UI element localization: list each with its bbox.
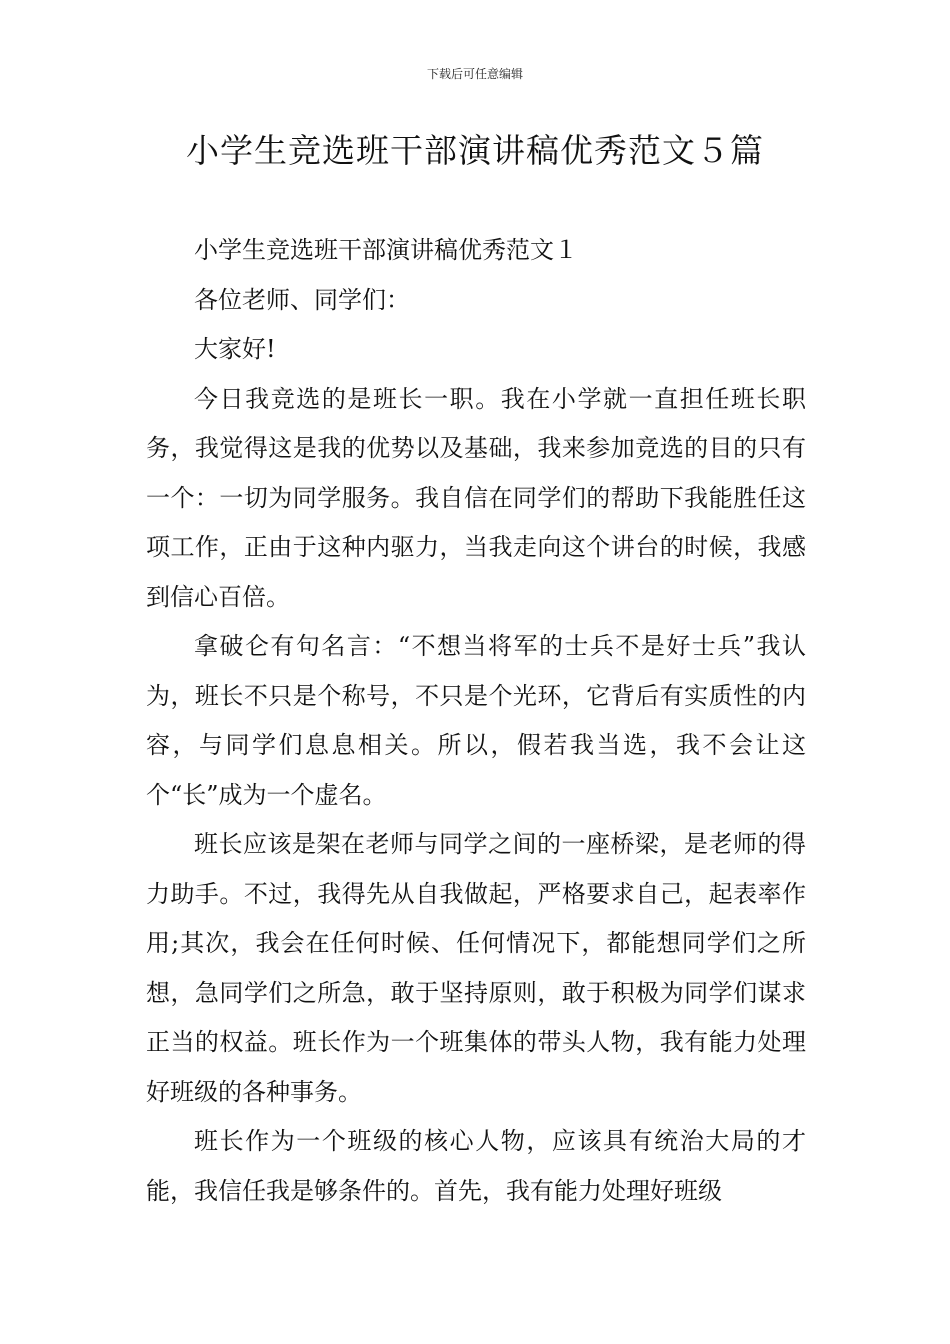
- body-paragraph: 班长应该是架在老师与同学之间的一座桥梁，是老师的得力助手。不过，我得先从自我做起，严格要求自己，起表率作用;其次，我会在任何时候、任何情况下，都能想同学们之所想，急同学们之所急，敢于坚持原则，敢于积极为同学们谋求正当的权益。班长作为一个班集体的带头人物，我有能力处理好班级的各种事务。: [146, 830, 806, 1106]
- document-title: 小学生竞选班干部演讲稿优秀范文５篇: [186, 131, 764, 170]
- body-paragraph: 班长作为一个班级的核心人物，应该具有统治大局的才能，我信任我是够条件的。首先，我有能力处理好班级: [146, 1127, 806, 1205]
- document-body: [146, 226, 806, 1216]
- salutation: 各位老师、同学们：: [194, 285, 410, 314]
- body-paragraph: 今日我竞选的是班长一职。我在小学就一直担任班长职务，我觉得这是我的优势以及基础，我来参加竞选的目的只有一个：一切为同学服务。我自信在同学们的帮助下我能胜任这项工作，正由于这种内驱力，当我走向这个讲台的时候，我感到信心百倍。: [146, 384, 806, 611]
- header-note: 下载后可任意编辑: [426, 67, 523, 81]
- section-heading: 小学生竞选班干部演讲稿优秀范文１: [194, 236, 578, 264]
- greeting: 大家好!: [194, 335, 276, 363]
- body-paragraph: 拿破仑有句名言：“不想当将军的士兵不是好士兵”我认为，班长不只是个称号，不只是个光环，它背后有实质性的内容，与同学们息息相关。所以，假若我当选，我不会让这个“长”成为一个虚名。: [146, 632, 806, 809]
